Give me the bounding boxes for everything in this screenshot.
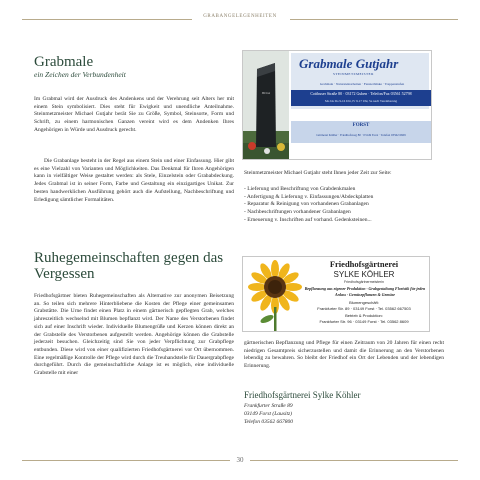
ruhegemeinschaften-paragraph: Friedhofsgärtner bieten Ruhegemeinschaften als Alternative zur anonymen Beisetzung an. So teilen sich mehrere Hinterbliebene die Kosten der Pflege einer gemeinsamen Grabstätte. Die Urne findet einen Platz in einem gärtnerisch gepflegten Grab, welches jahreszeitlich wechselnd mit Blumen bepflanzt wird. Der Name des Verstorbenen findet sich auf einer Inschrift wieder. Individuelle Blumengrüße und Kerzen können direkt an der Grabstelle des Verstorbenen aufgestellt werden. Angehörige können die Grabstelle jederzeit besuchen. Gleichzeitig sind Sie von jeder Verpflichtung zur Grabpflege entbunden. Diese wird von einer qualifizierten Friedhofsgärtnerei vor Ort übernommen. Eine regelmäßige Kontrolle der Pflege wird durch die Treuhandstelle für Dauergrabpflege durchgeführt. Durch die gemeinschaftliche Anlage ist es möglich, eine individuelle Grabstelle mit einer xyxy=(34,293,234,377)
koehler-title: Friedhofsgärtnerei xyxy=(329,259,399,269)
list-item: - Nachbeschriftungen vorhandener Grabanlagen xyxy=(244,209,351,216)
section-subtitle: ein Zeichen der Verbundenheit xyxy=(34,70,126,79)
gutjahr-subtitle: STEINMETZMEISTER xyxy=(333,72,374,76)
list-item: - Anfertigung & Lieferung v. Einfassungen/Abdeckplatten xyxy=(244,193,374,200)
gutjahr-branch-title: FORST xyxy=(352,123,370,128)
koehler-shop-line: Frankfurter Str. 89 · 03149 Forst · Tel. 03562 667503 xyxy=(317,306,411,311)
gutjahr-intro: Steinmetzmeister Michael Gutjahr steht Ihnen jeder Zeit zur Seite: xyxy=(244,170,392,176)
list-item: - Erneuerung v. Inschriften auf vorhand. Gedenksteinen... xyxy=(244,216,372,223)
gutjahr-hours: Mo bis Do 9-16 Uhr, Fr 9-17 Uhr, Sa nach Vereinbarung xyxy=(324,99,398,103)
koehler-advertisement xyxy=(242,256,430,332)
koehler-production-label: Betrieb & Produktion: xyxy=(345,313,383,318)
gravestone-photo xyxy=(243,51,289,159)
ruhegemeinschaften-continuation: gärtnerischen Bepflanzung und Pflege für einen Zeitraum von 20 Jahren für einen recht niedrigen Gesamtpreis sicherzustellen und damit die Erinnerung an den Verstorbenen lebendig zu bewahren. So bleibt der Friedhof ein Ort der Lebenden und der lebendigen Erinnerung. xyxy=(244,340,444,370)
contact-phone: Telefon 03562 667800 xyxy=(244,419,293,425)
contact-name: Friedhofsgärtnerei Sylke Köhler xyxy=(244,390,361,400)
sunflower-image xyxy=(245,257,305,331)
koehler-name: SYLKE KÖHLER xyxy=(333,270,395,279)
gravestone-inscription: Heinz xyxy=(261,91,271,95)
koehler-role: Friedhofsgärtnermeisterin xyxy=(344,280,384,284)
page-number: 30 xyxy=(236,456,244,464)
grabmale-paragraph-2: Die Grabanlage besteht in der Regel aus einem Stein und einer Einfassung. Hier gibt es eine Vielzahl von Varianten und Möglichkeiten. Das Denkmal für Ihren Angehörigen kann in vielfältiger Weise gestaltet werden: als Stele, Einzelstein oder Grababdeckung. Jedes Grabmal ist in seiner Form, Farbe und Gestaltung ein einzigartiges Unikat. Zur besten handwerklichen Ausführung gehört auch die Aufstellung, Nachbeschriftung und Erledigung sämtlicher Formalitäten. xyxy=(34,158,234,203)
gutjahr-advertisement xyxy=(242,50,432,160)
header-rule-left xyxy=(22,19,192,20)
header-rule-right xyxy=(290,19,458,20)
list-item: - Reparatur & Reinigung von vorhandenen Grabanlagen xyxy=(244,201,369,208)
gutjahr-branch-line: Gärtnerei Köhler · Friedhofsweg 80 · 03149 Forst · Telefon 03562 6609 xyxy=(316,133,406,137)
gutjahr-logo-text: Grabmale Gutjahr xyxy=(299,56,399,71)
gutjahr-services: Grabmale · Natursteinarbeiten · Fensterbänke · Treppenstufen xyxy=(319,82,405,86)
section-header: GRABANGELEGENHEITEN xyxy=(203,14,277,19)
koehler-tagline: Bepflanzung aus eigener Produktion · Grabgestaltung Floristik für jeden Anlass · Gemüsepflanzen & Gemüse xyxy=(304,286,426,297)
list-item: - Lieferung und Beschriftung von Grabdenkmalen xyxy=(244,186,356,192)
section-title-ruhegemeinschaften: Ruhegemeinschaften gegen das Vergessen xyxy=(34,250,224,282)
gutjahr-address: Cottbuser Straße 80 · 03172 Guben · Telefon/Fax 03561 52798 xyxy=(310,91,412,96)
grabmale-paragraph-1: Im Grabmal wird der Ausdruck des Andenkens und der Verehrung seit Alters her mit einem Stein symbolisiert. Dies steht für Ewigkeit und unendliche Anteilnahme. Steinmetzmeister Michael Gutjahr berät Sie zu Größe, Symbol, Steinsorte, Form und Schrift, zu einem harmonischen Ganzen vereint wird es dem Andenken Ihres Angehörigen in Würde und Ausdruck gerecht. xyxy=(34,96,234,133)
contact-street: Frankfurter Straße 89 xyxy=(244,403,293,409)
gravestone-image xyxy=(243,51,289,159)
koehler-production-line: Frankfurter Str. 96 · 03149 Forst · Tel. 03562 8609 xyxy=(319,319,409,324)
section-title-grabmale: Grabmale xyxy=(34,54,94,70)
gutjahr-services-list xyxy=(244,186,454,225)
koehler-shop-label: Blumengeschäft: xyxy=(349,300,379,305)
contact-city: 03149 Forst (Lausitz) xyxy=(244,411,292,417)
footer-rule-right xyxy=(250,460,458,461)
